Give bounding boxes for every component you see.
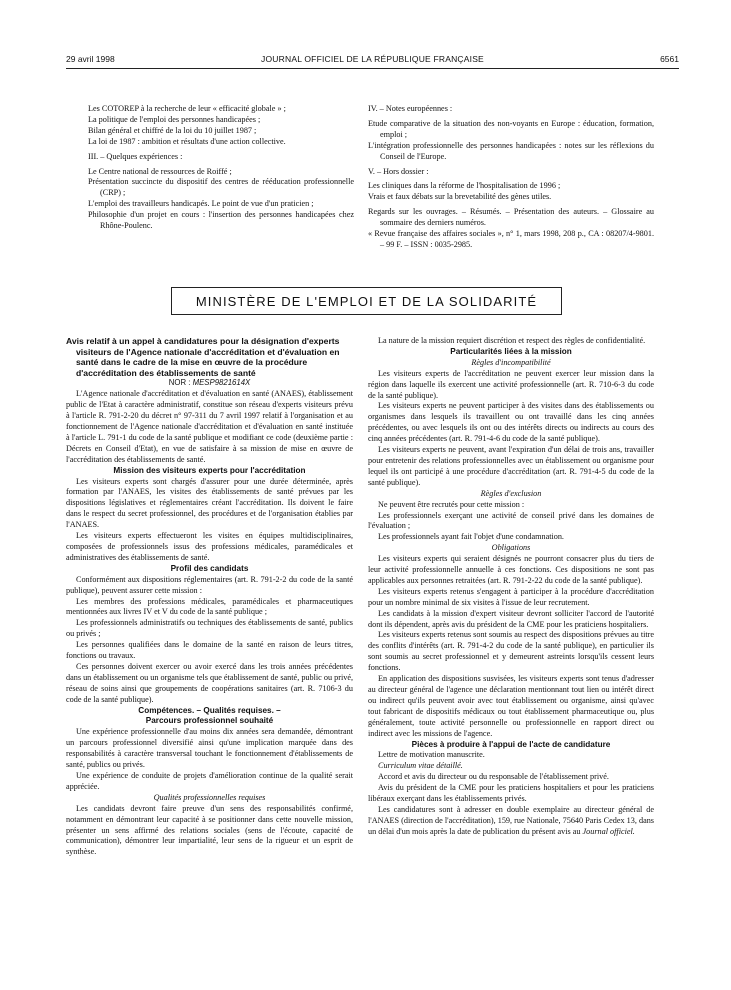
paragraph: Les visiteurs experts ne peuvent, avant l'expiration d'un délai de trois ans, travailler pour entretenir des relations professionnelles avec un établissement ou organisme pour lequel ils ont participé à une procédure d'accréditation (art. R. 791-4-5 du code de la santé publique). <box>368 445 654 487</box>
paragraph: Les professionnels administratifs ou techniques des établissements de santé, publics ou privés ; <box>66 618 353 639</box>
paragraph: Les visiteurs experts effectueront les visites en équipes multidisciplinaires, composées de professionnels issus des professions médicales, paramédicales et administratives des établissements de santé. <box>66 531 353 562</box>
ministry-banner <box>171 287 562 315</box>
paragraph: Les visiteurs experts qui seraient désignés ne pourront consacrer plus du tiers de leur activité professionnelle annuelle à ces fonctions. Ces dispositions ne sont pas applicables aux personnes retraitées (art. R. 791-2-22 du code de la santé publique). <box>368 554 654 585</box>
section-heading: Particularités liées à la mission <box>450 346 572 356</box>
paragraph: Ces personnes doivent exercer ou avoir exercé dans les trois années précédentes dans un établissement ou un organisme tels que établissement de santé, public ou privé, réseau de soins ainsi que groupements de coopérations sanitaires (art. R. 7106-3 du code de la santé publique). <box>66 661 353 704</box>
toc-item: Philosophie d'un projet en cours : l'insertion des personnes handicapées chez Rhône-Poulenc. <box>88 210 354 231</box>
toc-item: Les cliniques dans la réforme de l'hospitalisation de 1996 ; <box>368 181 561 191</box>
paragraph: Avis du président de la CME pour les praticiens hospitaliers et pour les praticiens libéraux exerçant dans les établissements privés. <box>368 783 654 804</box>
section-heading: Pièces à produire à l'appui de l'acte de candidature <box>411 739 611 749</box>
toc-item: L'intégration professionnelle des personnes handicapées : notes sur les réflexions du Conseil de l'Europe. <box>368 140 654 161</box>
paragraph: Curriculum vitae détaillé. <box>378 761 463 771</box>
section-heading: Parcours professionnel souhaité <box>145 716 274 726</box>
paragraph: Les visiteurs experts ne peuvent participer à des visites dans des établissements ou organismes dans lesquels ils travaillent ou ont travaillé dans les cinq années précédentes, ou avec lesquels ils ont ou des intérêts directs ou indirects au cours des cinq années précédentes (art. R. 791-4-6 du code de la santé publique). <box>368 401 654 444</box>
toc-item: Le Centre national de ressources de Roiffé ; <box>88 166 232 176</box>
paragraph: Lettre de motivation manuscrite. <box>378 750 485 760</box>
nor-reference: NOR : MESP9821614X <box>168 378 251 388</box>
notice-right-column <box>368 336 654 838</box>
paragraph: La nature de la mission requiert discrétion et respect des règles de confidentialité. <box>378 336 646 345</box>
paragraph: Les professionnels ayant fait l'objet d'une condamnation. <box>378 532 564 542</box>
toc-item: Vrais et faux débats sur la brevetabilité des gènes utiles. <box>368 192 552 202</box>
section-heading: Mission des visiteurs experts pour l'accréditation <box>113 465 306 475</box>
paragraph: Les visiteurs experts retenus sont soumis au respect des dispositions prévues au titre des conflits d'intérêts (art. R. 791-4-2 du code de la santé publique), en particulier ils sont soumis au secret professionnel et y demeurent astreints lorsqu'ils cessent leurs fonctions. <box>368 630 654 673</box>
subsection-heading: Qualités professionnelles requises <box>153 792 266 802</box>
ministry-title: MINISTÈRE DE L'EMPLOI ET DE LA SOLIDARITÉ <box>195 293 538 309</box>
toc-section: V. – Hors dossier : <box>368 166 429 176</box>
paragraph: Les visiteurs experts retenus s'engagent à participer à la procédure d'accréditation pour un nombre minimal de six visites à l'issue de leur recrutement. <box>368 586 654 607</box>
notice-left-column <box>66 336 353 858</box>
toc-item: Les COTOREP à la recherche de leur « efficacité globale » ; <box>88 104 286 113</box>
page-header <box>66 54 679 68</box>
paragraph: Les candidatures sont à adresser en double exemplaire au directeur général de l'ANAES (direction de l'accréditation), 159, rue Nationale, 75640 Paris Cedex 13, dans un délai d'un mois après la date de publication du présent avis au Journal officiel. <box>368 804 654 836</box>
paragraph: Une expérience de conduite de projets d'amélioration continue de la qualité serait appréciée. <box>66 771 353 791</box>
toc-section: III. – Quelques expériences : <box>88 151 183 161</box>
paragraph: Une expérience professionnelle d'au moins dix années sera demandée, démontrant un parcours professionnel diversifié ainsi qu'une implication marquée dans des responsabilités à caractère transversal touchant le fonctionnement d'établissements de santé, publics ou privés. <box>66 727 353 770</box>
paragraph: Les visiteurs experts de l'accréditation ne peuvent exercer leur mission dans la région dans laquelle ils exercent une activité professionnelle (art. R. 710-6-3 du code de la santé publique). <box>368 368 654 400</box>
paragraph: Les visiteurs experts sont chargés d'assurer pour une durée déterminée, après formation par l'ANAES, les visites des établissements de santé prévues par les dispositions législatives et réglementaires créant l'accréditation. Ils doivent le faire dans le respect du secret professionnel, des procédures et de l'organisation établies par l'ANAES. <box>66 476 353 530</box>
subsection-heading: Règles d'exclusion <box>480 488 542 498</box>
header-rule <box>66 68 679 69</box>
toc-item: La loi de 1987 : ambition et résultats d'une action collective. <box>88 136 286 146</box>
toc-item: Etude comparative de la situation des non-voyants en Europe : éducation, formation, emploi ; <box>368 118 654 139</box>
toc-item: La politique de l'emploi des personnes handicapées ; <box>88 114 261 124</box>
paragraph: En application des dispositions susvisées, les visiteurs experts sont tenus d'adresser au directeur général de l'agence une déclaration mentionnant tout lien ou intérêt direct ou indirect qu'ils peuvent avoir avec tout établissement ou organisme, ainsi qu'avec tout fabricant de dispositifs médicaux ou tout établissement pharmaceutique ou, plus généralement, toute activité personnelle ou professionnelle en rapport direct ou indirect avec les missions de l'agence. <box>368 674 654 738</box>
paragraph: Les professionnels exerçant une activité de conseil privé dans les domaines de l'évaluation ; <box>368 510 654 531</box>
paragraph: Accord et avis du directeur ou du responsable de l'établissement privé. <box>378 772 609 782</box>
section-heading: Compétences. – Qualités requises. – <box>138 705 281 715</box>
toc-item: Regards sur les ouvrages. – Résumés. – Présentation des auteurs. – Glossaire au sommaire des derniers numéros. <box>368 207 654 228</box>
table-of-contents-right <box>368 104 654 251</box>
issue-date: 29 avril 1998 <box>66 54 115 64</box>
page-number: 6561 <box>660 54 679 64</box>
paragraph: Conformément aux dispositions réglementaires (art. R. 791-2-2 du code de la santé publique), peuvent assurer cette mission : <box>66 574 353 595</box>
intro-paragraph: L'Agence nationale d'accréditation et d'évaluation en santé (ANAES), établissement public de l'Etat à caractère administratif, constitue son réseau d'experts visiteurs prévu à l'article R. 791-2-20 du décret n° 97-311 du 7 avril 1997 relatif à l'organisation et au fonctionnement de l'Agence nationale d'accréditation et d'évaluation en santé instituée à l'article L. 791-1 du code de la santé publique et modifiant ce code (deuxième partie : Décrets en Conseil d'Etat), en vue de satisfaire à sa mission de mise en œuvre de l'accréditation des établissements de santé. <box>66 389 353 464</box>
table-of-contents-left <box>88 104 354 232</box>
toc-section: IV. – Notes européennes : <box>368 104 453 113</box>
subsection-heading: Règles d'incompatibilité <box>471 357 551 367</box>
paragraph: Les membres des professions médicales, paramédicales et pharmaceutiques mentionnées aux livres IV et V du code de la santé publique ; <box>66 596 353 617</box>
paragraph: Les candidats à la mission d'expert visiteur devront solliciter l'accord de l'autorité dont ils dépendent, après avis du président de la CME pour les praticiens hospitaliers. <box>368 608 654 629</box>
paragraph: Les personnes qualifiées dans le domaine de la santé en raison de leurs titres, fonctions ou travaux. <box>66 640 353 661</box>
journal-title: JOURNAL OFFICIEL DE LA RÉPUBLIQUE FRANÇAISE <box>261 54 484 64</box>
section-heading: Profil des candidats <box>170 563 249 573</box>
toc-item: Bilan général et chiffré de la loi du 10 juillet 1987 ; <box>88 125 257 135</box>
subsection-heading: Obligations <box>491 543 531 553</box>
toc-item: Présentation succincte du dispositif des centres de rééducation professionnelle (CRP) ; <box>88 177 354 198</box>
paragraph: Ne peuvent être recrutés pour cette mission : <box>378 499 525 509</box>
notice-title: Avis relatif à un appel à candidatures pour la désignation d'experts visiteurs de l'Agence nationale d'accréditation et d'évaluation en santé dans le cadre de la mise en œuvre de la procédure d'accréditation des établissements de santé <box>66 336 340 378</box>
publication-reference: « Revue française des affaires sociales », n° 1, mars 1998, 208 p., CA : 08207/4-9801. – 99 F. – ISSN : 0035-2985. <box>368 229 654 249</box>
toc-item: L'emploi des travailleurs handicapés. Le point de vue d'un praticien ; <box>88 199 314 209</box>
paragraph: Les candidats devront faire preuve d'un sens des responsabilités confirmé, notamment en démontrant leur capacité à se positionner dans cette nouvelle mission, présenter un sens affirmé des relations sociales (sens de l'écoute, capacité de communication), démontrer leur impartialité, leur sens de la rigueur et un esprit de synthèse. <box>66 803 353 857</box>
